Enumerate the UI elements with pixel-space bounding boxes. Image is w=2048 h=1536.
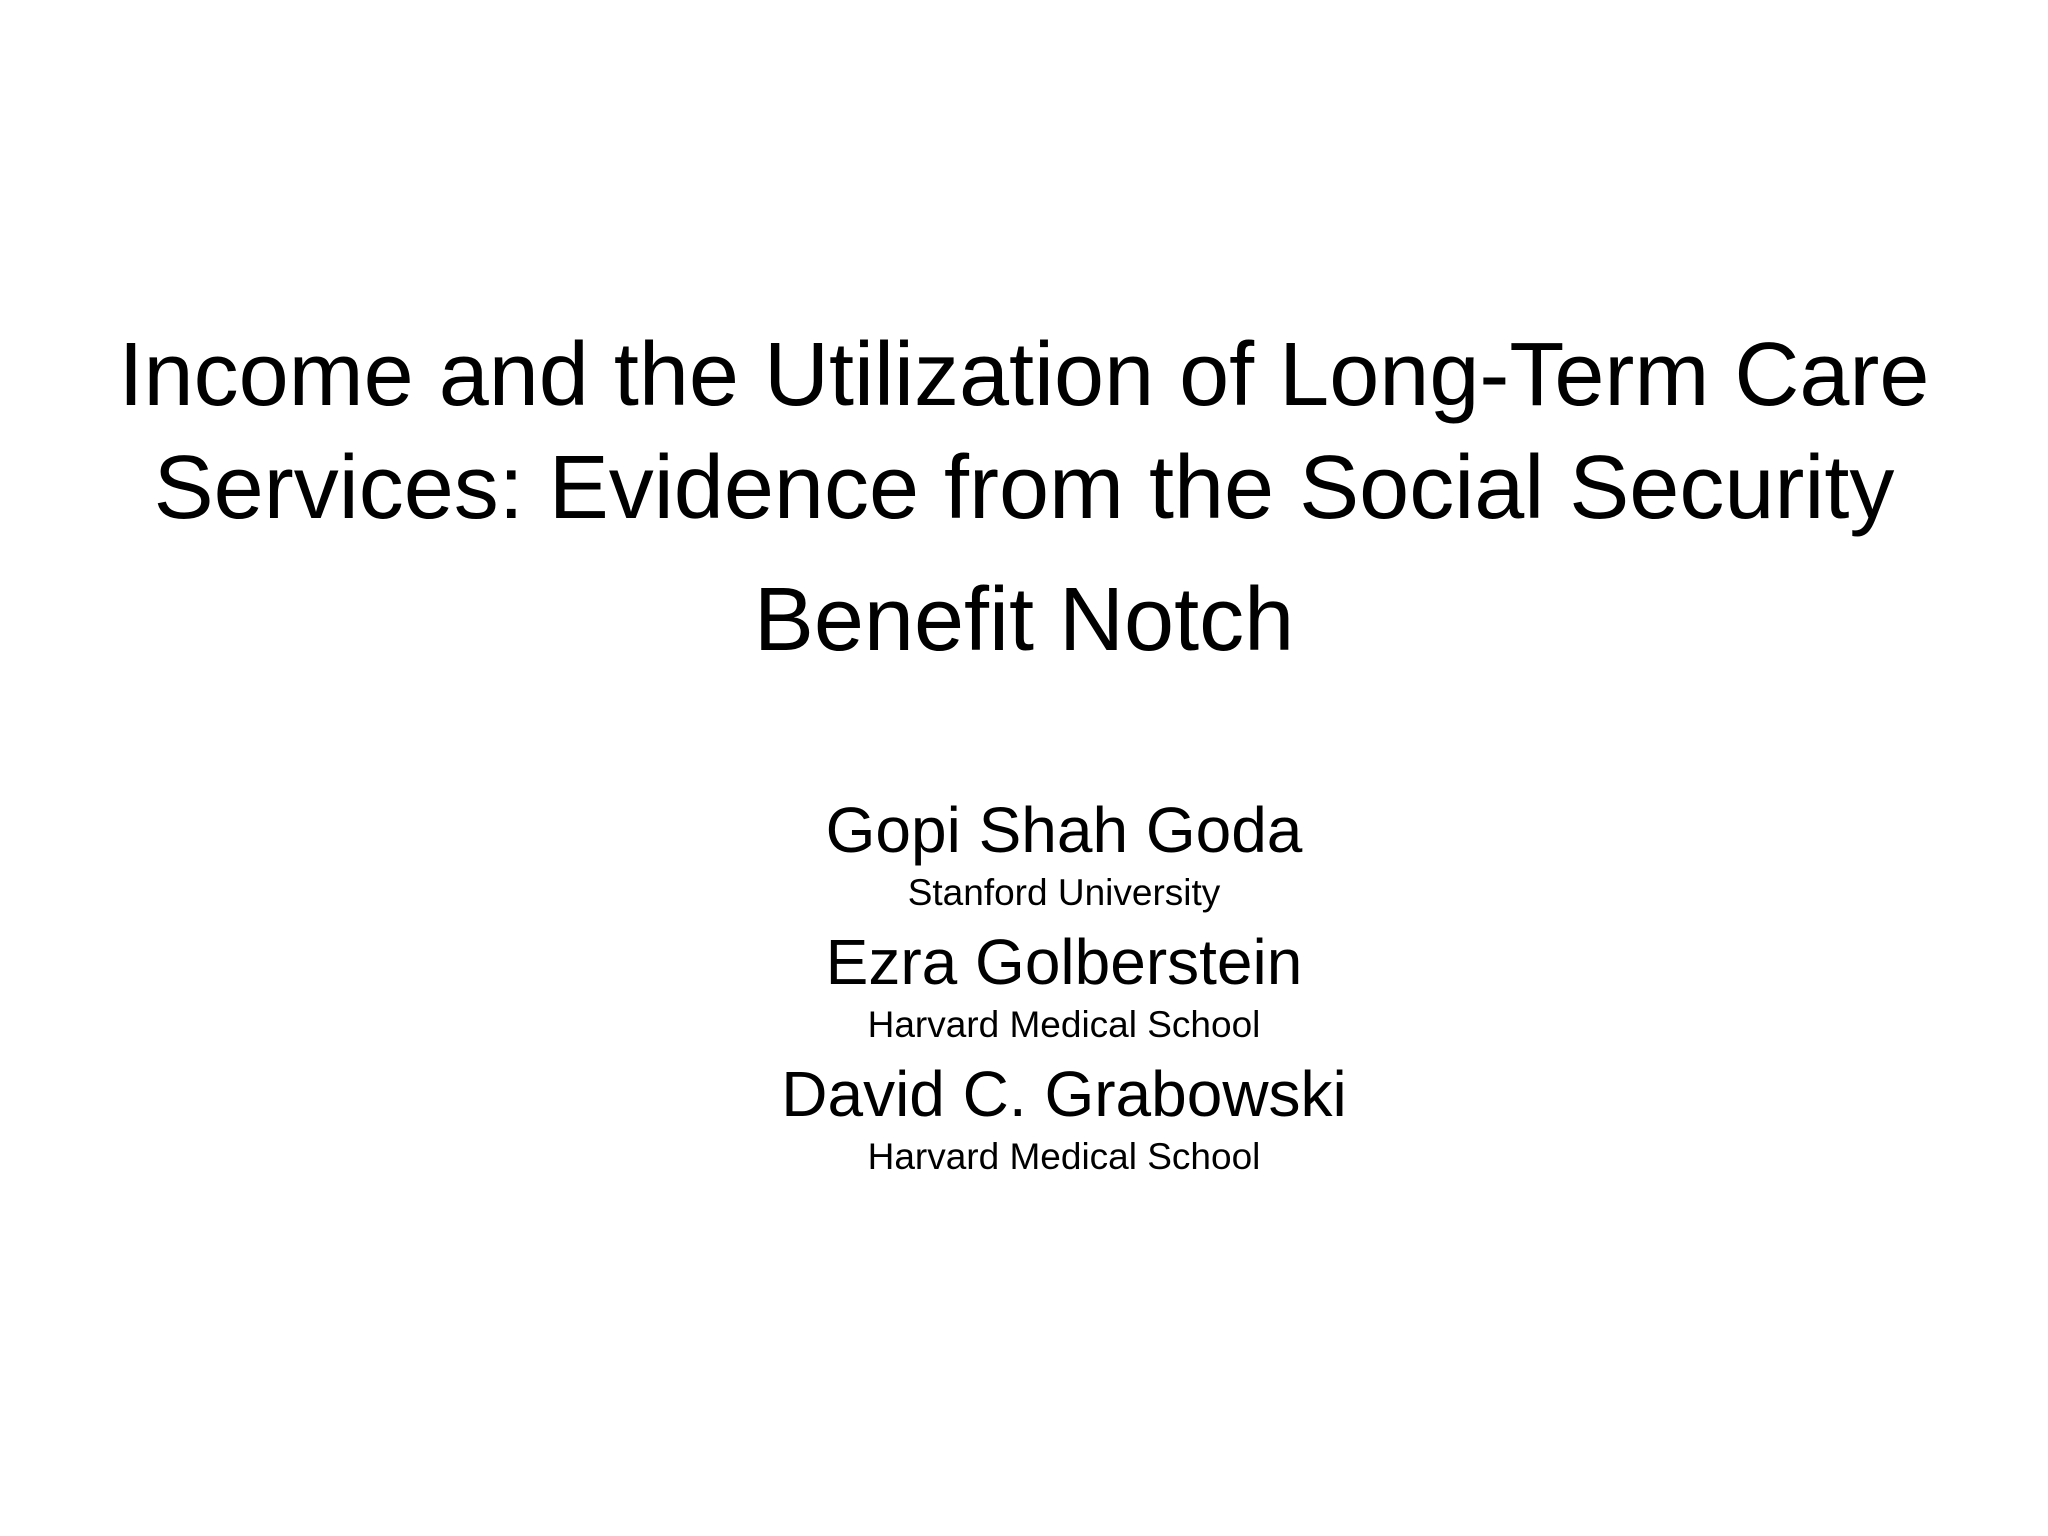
author-name: Ezra Golberstein — [825, 926, 1303, 998]
title-line-2: Services: Evidence from the Social Security — [153, 438, 1895, 538]
author-block — [40, 794, 2048, 913]
author-name: Gopi Shah Goda — [825, 794, 1303, 866]
author-affiliation: Harvard Medical School — [867, 1004, 1261, 1045]
author-affiliation: Harvard Medical School — [867, 1136, 1261, 1177]
author-name: David C. Grabowski — [781, 1058, 1347, 1130]
title-line-3: Benefit Notch — [753, 570, 1295, 670]
title-line-1: Income and the Utilization of Long-Term Care — [118, 325, 1930, 425]
author-affiliation: Stanford University — [907, 872, 1221, 913]
author-block — [40, 926, 2048, 1045]
author-block — [40, 1058, 2048, 1177]
